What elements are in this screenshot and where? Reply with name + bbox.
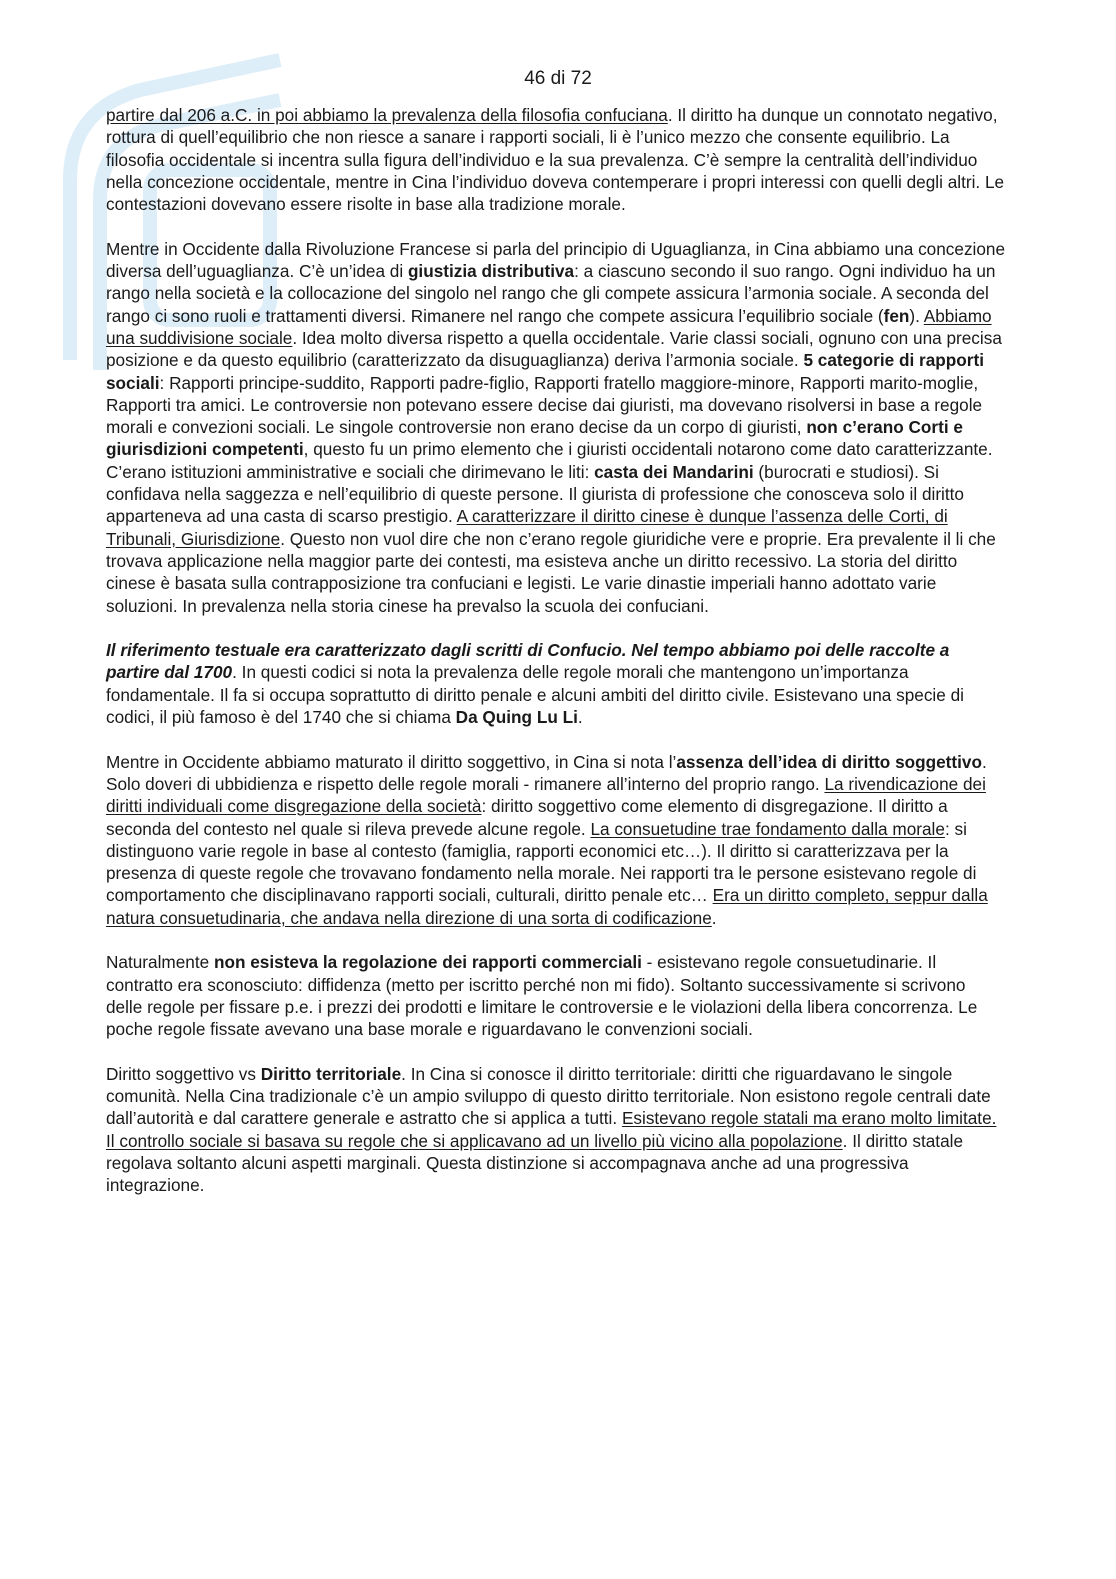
- bold-text: giustizia distributiva: [407, 261, 575, 282]
- paragraph-5: [106, 951, 1006, 1040]
- bold-text: casta dei Mandarini: [594, 461, 754, 482]
- paragraph-4: [106, 751, 1006, 929]
- paragraph-2: [106, 238, 1006, 617]
- text: . Questo non vuol dire che non c’erano regole giuridiche vere e proprie. Era prevalente il li che trovava applicazione nella maggior parte dei contesti, ma esisteva anche un diritto recessivo. La storia del diritto cinese è basata sulla contrapposizione tra confuciani e legisti. Le varie dinastie imperiali hanno adottato varie soluzioni. In prevalenza nella storia cinese ha prevalso la scuola dei confuciani.: [106, 528, 996, 616]
- text: Mentre in Occidente dalla Rivoluzione Francese si parla del principio di Uguaglianza, in Cina abbiamo una concezione diversa dell’uguaglianza. C’è un’idea di: [106, 238, 1006, 282]
- document-body: [106, 104, 1006, 1219]
- text: : a ciascuno secondo il suo rango. Ogni individuo ha un rango nella società e la collocazione del singolo nel rango che gli compete assicura l’armonia sociale. A seconda del rango ci sono ruoli e trattamenti diversi. Rimanere nel rango che compete assicura l’equilibrio sociale (: [106, 261, 996, 326]
- text: . Il diritto ha dunque un connotato negativo, rottura di quell’equilibrio che non riesce a sanare i rapporti sociali, li è l’unico mezzo che consente equilibrio. La filosofia occidentale si incentra sulla figura dell’individuo e la sua prevalenza. C’è sempre la centralità dell’individuo nella concezione occidentale, mentre in Cina l’individuo doveva contemperare i propri interessi con quelli degli altri. Le contestazioni dovevano essere risolte in base alla tradizione morale.: [106, 105, 1005, 215]
- bold-italic-text: Il riferimento testuale era caratterizzato dagli scritti di Confucio. Nel tempo abbiamo poi delle raccolte a partire dal 1700: [106, 640, 950, 683]
- text: - esistevano regole consuetudinarie. Il contratto era sconosciuto: diffidenza (metto per iscritto perché non mi fido). Soltanto successivamente si scrivono delle regole per fissare p.e. i prezzi dei prodotti e limitare le controversie e le violazioni della libera concorrenza. Le poche regole fissate avevano una base morale e riguardavano le convenzioni sociali.: [106, 952, 978, 1040]
- text: . Solo doveri di ubbidienza e rispetto delle regole morali - rimanere all’interno del proprio rango.: [106, 751, 987, 794]
- text: (burocrati e studiosi). Si confidava nella saggezza e nell’equilibrio di queste persone. Il giurista di professione che conosceva solo il diritto apparteneva ad una casta di scarso prestigio.: [106, 461, 964, 527]
- bold-text: assenza dell’idea di diritto soggettivo: [676, 751, 982, 772]
- bold-text: Da Quing Lu Li: [455, 707, 578, 728]
- underlined-text: Esistevano regole statali ma erano molto limitate. Il controllo sociale si basava su regole che si applicavano ad un livello più vicino alla popolazione: [106, 1108, 997, 1151]
- text: Naturalmente: [106, 952, 214, 973]
- text: : si distinguono varie regole in base al contesto (famiglia, rapporti economici etc…). Il diritto si caratterizzava per la presenza di queste regole che trovavano fondamento nella morale. Nei rapporti tra le persone esistevano regole di comportamento che disciplinavano rapporti sociali, culturali, diritto penale etc…: [106, 818, 977, 906]
- paragraph-1: [106, 104, 1006, 215]
- text: ).: [909, 305, 924, 326]
- text: : diritto soggettivo come elemento di disgregazione. Il diritto a seconda del contesto nel quale si rileva prevede alcune regole.: [106, 796, 948, 839]
- underlined-text: Abbiamo una suddivisione sociale: [106, 305, 992, 348]
- underlined-text: A caratterizzare il diritto cinese è dunque l’assenza delle Corti, di Tribunali, Giurisdizione: [106, 506, 948, 549]
- bold-text: non c’erano Corti e giurisdizioni competenti: [106, 417, 963, 460]
- text: . Idea molto diversa rispetto a quella occidentale. Varie classi sociali, ognuno con una precisa posizione e da questo equilibrio (caratterizzato da disuguaglianza) deriva l’armonia sociale.: [106, 327, 1002, 371]
- text: .: [577, 707, 583, 728]
- underlined-text: Era un diritto completo, seppur dalla natura consuetudinaria, che andava nella direzione di una sorta di codificazione: [106, 885, 988, 928]
- page-number: 46 di 72: [524, 68, 592, 89]
- text: : Rapporti principe-suddito, Rapporti padre-figlio, Rapporti fratello maggiore-minore, Rapporti marito-moglie, Rapporti tra amici. Le controversie non potevano essere decise dai giuristi, ma dovevano risolversi in base a regole morali e convezioni sociali. Le singole controversie non erano decise da un corpo di giuristi,: [106, 372, 983, 438]
- bold-text: 5 categorie di rapporti sociali: [106, 350, 984, 393]
- text: .: [711, 907, 717, 928]
- bold-text: non esisteva la regolazione dei rapporti commerciali: [213, 952, 642, 973]
- text: . In Cina si conosce il diritto territoriale: diritti che riguardavano le singole comunità. Nella Cina tradizionale c’è un ampio sviluppo di questo diritto territoriale. Non esistono regole centrali date dall’autorità e dal carattere generale e astratto che si applica a tutti.: [106, 1063, 991, 1129]
- text: . In questi codici si nota la prevalenza delle regole morali che mantengono un’importanza fondamentale. Il fa si occupa soprattutto di diritto penale e alcuni ambiti del diritto civile. Esistevano una specie di codici, il più famoso è del 1740 che si chiama: [106, 662, 964, 728]
- underlined-text: partire dal 206 a.C. in poi abbiamo la prevalenza della filosofia confuciana: [106, 105, 668, 125]
- text: Diritto soggettivo vs: [106, 1063, 261, 1084]
- text: Mentre in Occidente abbiamo maturato il diritto soggettivo, in Cina si nota l’: [106, 751, 677, 772]
- bold-text: fen: [883, 305, 910, 326]
- paragraph-6: [106, 1063, 1006, 1197]
- underlined-text: La rivendicazione dei diritti individuali come disgregazione della società: [106, 773, 986, 817]
- bold-text: Diritto territoriale: [260, 1063, 402, 1084]
- underlined-text: La consuetudine trae fondamento dalla morale: [590, 818, 945, 839]
- text: . Il diritto statale regolava soltanto alcuni aspetti marginali. Questa distinzione si accompagnava anche ad una progressiva integrazione.: [106, 1130, 964, 1196]
- text: , questo fu un primo elemento che i giuristi occidentali notarono come dato caratterizzante. C’erano istituzioni amministrative e sociali che dirimevano le liti:: [106, 439, 993, 482]
- paragraph-3: [106, 639, 1006, 728]
